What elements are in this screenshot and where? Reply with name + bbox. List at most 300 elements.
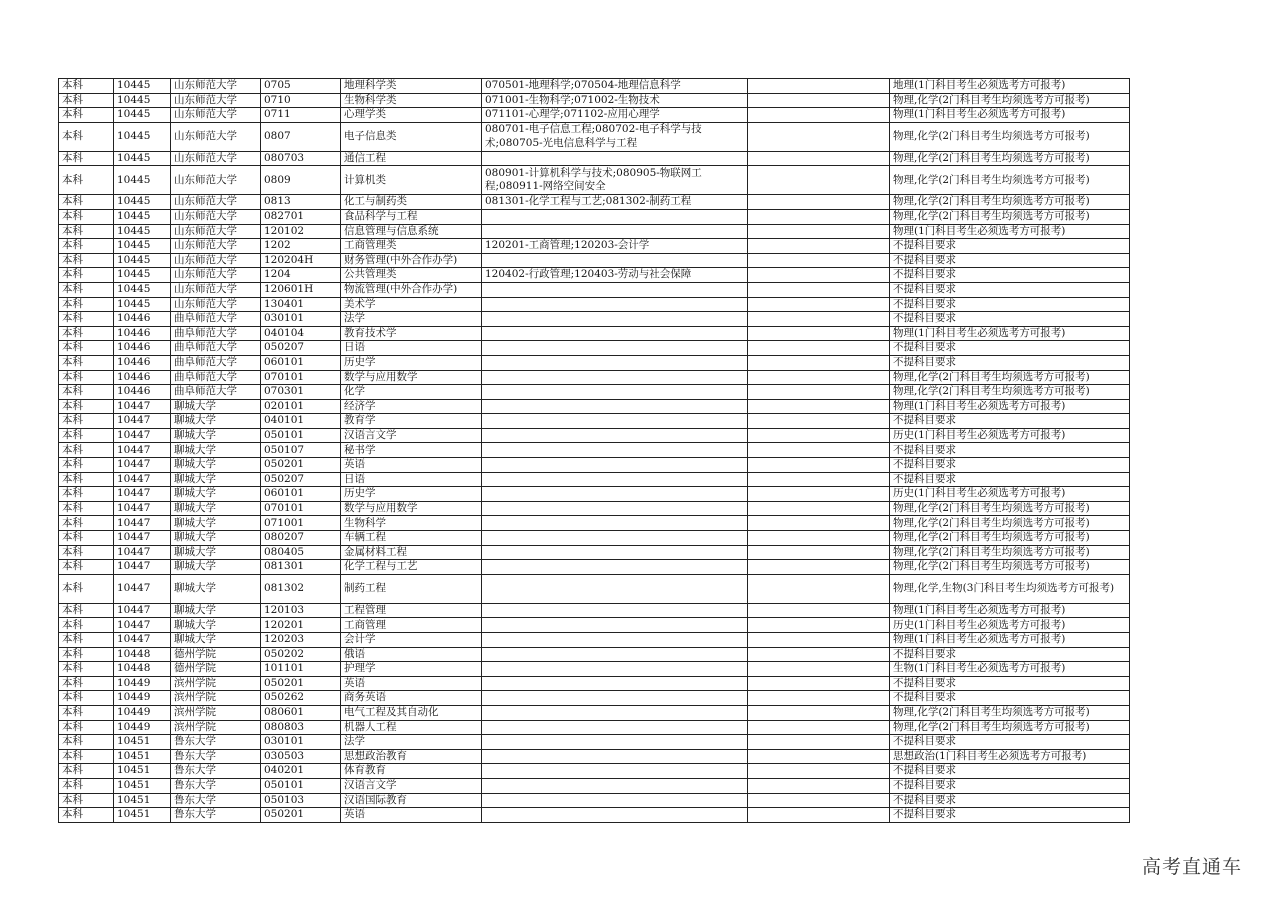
major-name-cell: 法学	[341, 735, 482, 750]
included-majors-cell: 080701-电子信息工程;080702-电子科学与技术;080705-光电信息科学与工程	[482, 122, 748, 151]
major-code-cell: 050201	[261, 458, 341, 473]
major-name-cell: 教育技术学	[341, 326, 482, 341]
subject-requirement-cell: 不提科目要求	[890, 239, 1130, 254]
level-cell: 本科	[59, 603, 114, 618]
school-code-cell: 10445	[114, 151, 171, 166]
table-row	[59, 399, 1130, 414]
included-majors-cell	[482, 574, 748, 603]
school-name-cell: 聊城大学	[171, 458, 261, 473]
table-row	[59, 691, 1130, 706]
school-name-cell: 聊城大学	[171, 487, 261, 502]
subject-requirement-cell: 不提科目要求	[890, 808, 1130, 823]
level-cell: 本科	[59, 79, 114, 94]
level-cell: 本科	[59, 662, 114, 677]
table-row	[59, 209, 1130, 224]
included-majors-cell	[482, 370, 748, 385]
watermark-text: 高考直通车	[1142, 856, 1243, 878]
major-name-cell: 化学	[341, 385, 482, 400]
level-cell: 本科	[59, 370, 114, 385]
notes-cell	[748, 122, 890, 151]
school-name-cell: 鲁东大学	[171, 749, 261, 764]
major-name-cell: 英语	[341, 676, 482, 691]
major-name-cell: 思想政治教育	[341, 749, 482, 764]
school-name-cell: 鲁东大学	[171, 735, 261, 750]
notes-cell	[748, 764, 890, 779]
major-name-cell: 商务英语	[341, 691, 482, 706]
notes-cell	[748, 676, 890, 691]
school-code-cell: 10445	[114, 79, 171, 94]
school-name-cell: 山东师范大学	[171, 224, 261, 239]
major-code-cell: 080207	[261, 531, 341, 546]
notes-cell	[748, 516, 890, 531]
major-code-cell: 050101	[261, 428, 341, 443]
school-name-cell: 聊城大学	[171, 501, 261, 516]
subject-requirement-cell: 物理,化学,生物(3门科目考生均须选考方可报考)	[890, 574, 1130, 603]
school-code-cell: 10451	[114, 793, 171, 808]
school-name-cell: 鲁东大学	[171, 793, 261, 808]
subject-requirement-cell: 不提科目要求	[890, 793, 1130, 808]
school-code-cell: 10447	[114, 531, 171, 546]
major-name-cell: 数学与应用数学	[341, 501, 482, 516]
major-code-cell: 101101	[261, 662, 341, 677]
major-name-cell: 护理学	[341, 662, 482, 677]
table-row	[59, 195, 1130, 210]
table-row	[59, 312, 1130, 327]
included-majors-cell	[482, 414, 748, 429]
school-code-cell: 10445	[114, 253, 171, 268]
notes-cell	[748, 151, 890, 166]
notes-cell	[748, 793, 890, 808]
notes-cell	[748, 224, 890, 239]
major-name-cell: 教育学	[341, 414, 482, 429]
table-row	[59, 778, 1130, 793]
subject-requirement-cell: 思想政治(1门科目考生必须选考方可报考)	[890, 749, 1130, 764]
level-cell: 本科	[59, 151, 114, 166]
major-name-cell: 地理科学类	[341, 79, 482, 94]
included-majors-cell	[482, 341, 748, 356]
subject-requirement-cell: 物理,化学(2门科目考生均须选考方可报考)	[890, 531, 1130, 546]
included-majors-cell	[482, 297, 748, 312]
level-cell: 本科	[59, 574, 114, 603]
school-name-cell: 山东师范大学	[171, 253, 261, 268]
notes-cell	[748, 370, 890, 385]
notes-cell	[748, 603, 890, 618]
table-row	[59, 414, 1130, 429]
level-cell: 本科	[59, 282, 114, 297]
major-code-cell: 081301	[261, 560, 341, 575]
major-name-cell: 数学与应用数学	[341, 370, 482, 385]
table-row	[59, 443, 1130, 458]
included-majors-cell	[482, 458, 748, 473]
major-code-cell: 1204	[261, 268, 341, 283]
included-majors-cell	[482, 501, 748, 516]
major-code-cell: 020101	[261, 399, 341, 414]
major-code-cell: 130401	[261, 297, 341, 312]
school-name-cell: 山东师范大学	[171, 166, 261, 195]
notes-cell	[748, 166, 890, 195]
notes-cell	[748, 735, 890, 750]
included-majors-cell	[482, 312, 748, 327]
major-code-cell: 050101	[261, 778, 341, 793]
major-name-cell: 计算机类	[341, 166, 482, 195]
major-name-cell: 食品科学与工程	[341, 209, 482, 224]
major-name-cell: 制药工程	[341, 574, 482, 603]
school-code-cell: 10448	[114, 647, 171, 662]
school-name-cell: 聊城大学	[171, 414, 261, 429]
notes-cell	[748, 443, 890, 458]
subject-requirement-cell: 不提科目要求	[890, 458, 1130, 473]
school-name-cell: 鲁东大学	[171, 808, 261, 823]
notes-cell	[748, 108, 890, 123]
subject-requirement-cell: 不提科目要求	[890, 778, 1130, 793]
major-name-cell: 秘书学	[341, 443, 482, 458]
major-name-cell: 英语	[341, 808, 482, 823]
major-name-cell: 化工与制药类	[341, 195, 482, 210]
included-majors-cell	[482, 705, 748, 720]
subject-requirement-cell: 不提科目要求	[890, 282, 1130, 297]
included-majors-cell	[482, 545, 748, 560]
subject-requirement-cell: 历史(1门科目考生必须选考方可报考)	[890, 487, 1130, 502]
table-row	[59, 472, 1130, 487]
subject-requirement-cell: 不提科目要求	[890, 253, 1130, 268]
table-row	[59, 253, 1130, 268]
subject-requirement-cell: 不提科目要求	[890, 691, 1130, 706]
included-majors-cell	[482, 487, 748, 502]
notes-cell	[748, 458, 890, 473]
school-name-cell: 鲁东大学	[171, 778, 261, 793]
notes-cell	[748, 647, 890, 662]
school-name-cell: 山东师范大学	[171, 297, 261, 312]
subject-requirement-cell: 物理(1门科目考生必须选考方可报考)	[890, 224, 1130, 239]
notes-cell	[748, 195, 890, 210]
notes-cell	[748, 778, 890, 793]
level-cell: 本科	[59, 253, 114, 268]
admission-subject-table	[58, 78, 1130, 823]
table-row	[59, 603, 1130, 618]
school-name-cell: 曲阜师范大学	[171, 355, 261, 370]
notes-cell	[748, 209, 890, 224]
major-code-cell: 050201	[261, 808, 341, 823]
major-code-cell: 120102	[261, 224, 341, 239]
school-code-cell: 10446	[114, 341, 171, 356]
notes-cell	[748, 399, 890, 414]
level-cell: 本科	[59, 676, 114, 691]
table-row	[59, 79, 1130, 94]
included-majors-cell	[482, 253, 748, 268]
included-majors-cell: 071001-生物科学;071002-生物技术	[482, 93, 748, 108]
school-code-cell: 10448	[114, 662, 171, 677]
school-code-cell: 10451	[114, 808, 171, 823]
level-cell: 本科	[59, 326, 114, 341]
included-majors-cell	[482, 472, 748, 487]
table-row	[59, 355, 1130, 370]
school-code-cell: 10445	[114, 239, 171, 254]
table-row	[59, 545, 1130, 560]
table-row	[59, 326, 1130, 341]
included-majors-cell	[482, 209, 748, 224]
table-row	[59, 268, 1130, 283]
school-code-cell: 10447	[114, 399, 171, 414]
notes-cell	[748, 268, 890, 283]
notes-cell	[748, 808, 890, 823]
school-code-cell: 10445	[114, 297, 171, 312]
level-cell: 本科	[59, 414, 114, 429]
table-row	[59, 647, 1130, 662]
major-code-cell: 081302	[261, 574, 341, 603]
table-row	[59, 282, 1130, 297]
school-code-cell: 10447	[114, 603, 171, 618]
notes-cell	[748, 574, 890, 603]
table-row	[59, 633, 1130, 648]
notes-cell	[748, 662, 890, 677]
subject-requirement-cell: 历史(1门科目考生必须选考方可报考)	[890, 428, 1130, 443]
table-row	[59, 808, 1130, 823]
table-row	[59, 676, 1130, 691]
subject-requirement-cell: 物理,化学(2门科目考生均须选考方可报考)	[890, 516, 1130, 531]
subject-requirement-cell: 物理,化学(2门科目考生均须选考方可报考)	[890, 122, 1130, 151]
school-code-cell: 10447	[114, 516, 171, 531]
table-row	[59, 341, 1130, 356]
school-code-cell: 10451	[114, 735, 171, 750]
table-row	[59, 297, 1130, 312]
school-code-cell: 10447	[114, 560, 171, 575]
major-name-cell: 俄语	[341, 647, 482, 662]
school-name-cell: 聊城大学	[171, 618, 261, 633]
included-majors-cell	[482, 399, 748, 414]
notes-cell	[748, 355, 890, 370]
school-code-cell: 10447	[114, 414, 171, 429]
subject-requirement-cell: 物理,化学(2门科目考生均须选考方可报考)	[890, 560, 1130, 575]
major-name-cell: 美术学	[341, 297, 482, 312]
notes-cell	[748, 749, 890, 764]
major-code-cell: 1202	[261, 239, 341, 254]
school-name-cell: 聊城大学	[171, 531, 261, 546]
included-majors-cell	[482, 151, 748, 166]
major-name-cell: 公共管理类	[341, 268, 482, 283]
major-code-cell: 050107	[261, 443, 341, 458]
major-name-cell: 信息管理与信息系统	[341, 224, 482, 239]
level-cell: 本科	[59, 808, 114, 823]
school-name-cell: 滨州学院	[171, 691, 261, 706]
subject-requirement-cell: 不提科目要求	[890, 472, 1130, 487]
level-cell: 本科	[59, 195, 114, 210]
major-code-cell: 070301	[261, 385, 341, 400]
notes-cell	[748, 691, 890, 706]
school-name-cell: 德州学院	[171, 647, 261, 662]
level-cell: 本科	[59, 705, 114, 720]
school-code-cell: 10445	[114, 122, 171, 151]
major-code-cell: 060101	[261, 355, 341, 370]
level-cell: 本科	[59, 239, 114, 254]
school-name-cell: 山东师范大学	[171, 108, 261, 123]
subject-requirement-cell: 物理,化学(2门科目考生均须选考方可报考)	[890, 370, 1130, 385]
level-cell: 本科	[59, 487, 114, 502]
major-name-cell: 化学工程与工艺	[341, 560, 482, 575]
level-cell: 本科	[59, 312, 114, 327]
table-row	[59, 516, 1130, 531]
level-cell: 本科	[59, 166, 114, 195]
table-row	[59, 458, 1130, 473]
major-code-cell: 070101	[261, 370, 341, 385]
school-name-cell: 滨州学院	[171, 720, 261, 735]
major-code-cell: 080703	[261, 151, 341, 166]
included-majors-cell	[482, 326, 748, 341]
level-cell: 本科	[59, 355, 114, 370]
level-cell: 本科	[59, 647, 114, 662]
level-cell: 本科	[59, 633, 114, 648]
notes-cell	[748, 341, 890, 356]
school-code-cell: 10447	[114, 574, 171, 603]
included-majors-cell	[482, 720, 748, 735]
notes-cell	[748, 282, 890, 297]
major-name-cell: 金属材料工程	[341, 545, 482, 560]
school-code-cell: 10446	[114, 326, 171, 341]
included-majors-cell	[482, 618, 748, 633]
school-code-cell: 10451	[114, 778, 171, 793]
included-majors-cell	[482, 531, 748, 546]
major-name-cell: 工程管理	[341, 603, 482, 618]
subject-requirement-cell: 不提科目要求	[890, 312, 1130, 327]
school-code-cell: 10449	[114, 691, 171, 706]
notes-cell	[748, 414, 890, 429]
major-name-cell: 汉语国际教育	[341, 793, 482, 808]
school-code-cell: 10447	[114, 633, 171, 648]
included-majors-cell: 071101-心理学;071102-应用心理学	[482, 108, 748, 123]
major-code-cell: 082701	[261, 209, 341, 224]
school-code-cell: 10447	[114, 487, 171, 502]
level-cell: 本科	[59, 428, 114, 443]
subject-requirement-cell: 物理,化学(2门科目考生均须选考方可报考)	[890, 705, 1130, 720]
major-code-cell: 050262	[261, 691, 341, 706]
included-majors-cell	[482, 385, 748, 400]
subject-requirement-cell: 不提科目要求	[890, 268, 1130, 283]
major-name-cell: 生物科学类	[341, 93, 482, 108]
subject-requirement-cell: 物理,化学(2门科目考生均须选考方可报考)	[890, 209, 1130, 224]
school-name-cell: 鲁东大学	[171, 764, 261, 779]
school-code-cell: 10445	[114, 282, 171, 297]
major-name-cell: 历史学	[341, 355, 482, 370]
school-name-cell: 曲阜师范大学	[171, 326, 261, 341]
school-name-cell: 聊城大学	[171, 516, 261, 531]
major-code-cell: 030101	[261, 312, 341, 327]
level-cell: 本科	[59, 691, 114, 706]
table-row	[59, 574, 1130, 603]
school-name-cell: 滨州学院	[171, 676, 261, 691]
included-majors-cell	[482, 355, 748, 370]
major-name-cell: 法学	[341, 312, 482, 327]
notes-cell	[748, 93, 890, 108]
major-code-cell: 050103	[261, 793, 341, 808]
table-row	[59, 705, 1130, 720]
table-row	[59, 618, 1130, 633]
school-name-cell: 曲阜师范大学	[171, 341, 261, 356]
subject-requirement-cell: 物理,化学(2门科目考生均须选考方可报考)	[890, 166, 1130, 195]
notes-cell	[748, 297, 890, 312]
notes-cell	[748, 79, 890, 94]
school-code-cell: 10445	[114, 209, 171, 224]
major-name-cell: 电子信息类	[341, 122, 482, 151]
subject-requirement-cell: 物理(1门科目考生必须选考方可报考)	[890, 603, 1130, 618]
school-name-cell: 聊城大学	[171, 399, 261, 414]
major-code-cell: 030503	[261, 749, 341, 764]
school-name-cell: 聊城大学	[171, 633, 261, 648]
included-majors-cell: 081301-化学工程与工艺;081302-制药工程	[482, 195, 748, 210]
school-name-cell: 曲阜师范大学	[171, 385, 261, 400]
notes-cell	[748, 385, 890, 400]
subject-requirement-cell: 物理,化学(2门科目考生均须选考方可报考)	[890, 501, 1130, 516]
school-code-cell: 10451	[114, 764, 171, 779]
school-name-cell: 聊城大学	[171, 443, 261, 458]
major-code-cell: 040101	[261, 414, 341, 429]
major-code-cell: 071001	[261, 516, 341, 531]
notes-cell	[748, 545, 890, 560]
school-name-cell: 山东师范大学	[171, 268, 261, 283]
school-code-cell: 10447	[114, 501, 171, 516]
school-code-cell: 10447	[114, 545, 171, 560]
subject-requirement-cell: 不提科目要求	[890, 297, 1130, 312]
included-majors-cell	[482, 691, 748, 706]
included-majors-cell: 120201-工商管理;120203-会计学	[482, 239, 748, 254]
level-cell: 本科	[59, 764, 114, 779]
school-code-cell: 10445	[114, 108, 171, 123]
notes-cell	[748, 239, 890, 254]
notes-cell	[748, 428, 890, 443]
included-majors-cell	[482, 808, 748, 823]
table-row	[59, 749, 1130, 764]
school-code-cell: 10449	[114, 676, 171, 691]
subject-requirement-cell: 不提科目要求	[890, 735, 1130, 750]
major-code-cell: 050202	[261, 647, 341, 662]
subject-requirement-cell: 物理,化学(2门科目考生均须选考方可报考)	[890, 195, 1130, 210]
school-name-cell: 山东师范大学	[171, 282, 261, 297]
major-code-cell: 080803	[261, 720, 341, 735]
included-majors-cell: 120402-行政管理;120403-劳动与社会保障	[482, 268, 748, 283]
table-row	[59, 224, 1130, 239]
major-code-cell: 120103	[261, 603, 341, 618]
school-name-cell: 聊城大学	[171, 603, 261, 618]
subject-requirement-cell: 物理(1门科目考生必须选考方可报考)	[890, 326, 1130, 341]
table-row	[59, 720, 1130, 735]
school-name-cell: 山东师范大学	[171, 195, 261, 210]
level-cell: 本科	[59, 501, 114, 516]
school-name-cell: 聊城大学	[171, 574, 261, 603]
major-name-cell: 工商管理类	[341, 239, 482, 254]
included-majors-cell	[482, 676, 748, 691]
major-code-cell: 050207	[261, 341, 341, 356]
school-code-cell: 10445	[114, 93, 171, 108]
major-name-cell: 汉语言文学	[341, 428, 482, 443]
level-cell: 本科	[59, 443, 114, 458]
school-name-cell: 山东师范大学	[171, 122, 261, 151]
included-majors-cell	[482, 443, 748, 458]
table-row	[59, 531, 1130, 546]
school-name-cell: 聊城大学	[171, 472, 261, 487]
notes-cell	[748, 531, 890, 546]
school-name-cell: 山东师范大学	[171, 239, 261, 254]
major-code-cell: 0710	[261, 93, 341, 108]
major-code-cell: 120203	[261, 633, 341, 648]
notes-cell	[748, 705, 890, 720]
level-cell: 本科	[59, 385, 114, 400]
included-majors-cell	[482, 603, 748, 618]
school-code-cell: 10446	[114, 370, 171, 385]
included-majors-cell	[482, 516, 748, 531]
level-cell: 本科	[59, 268, 114, 283]
included-majors-cell	[482, 224, 748, 239]
table-row	[59, 735, 1130, 750]
notes-cell	[748, 487, 890, 502]
school-code-cell: 10446	[114, 312, 171, 327]
